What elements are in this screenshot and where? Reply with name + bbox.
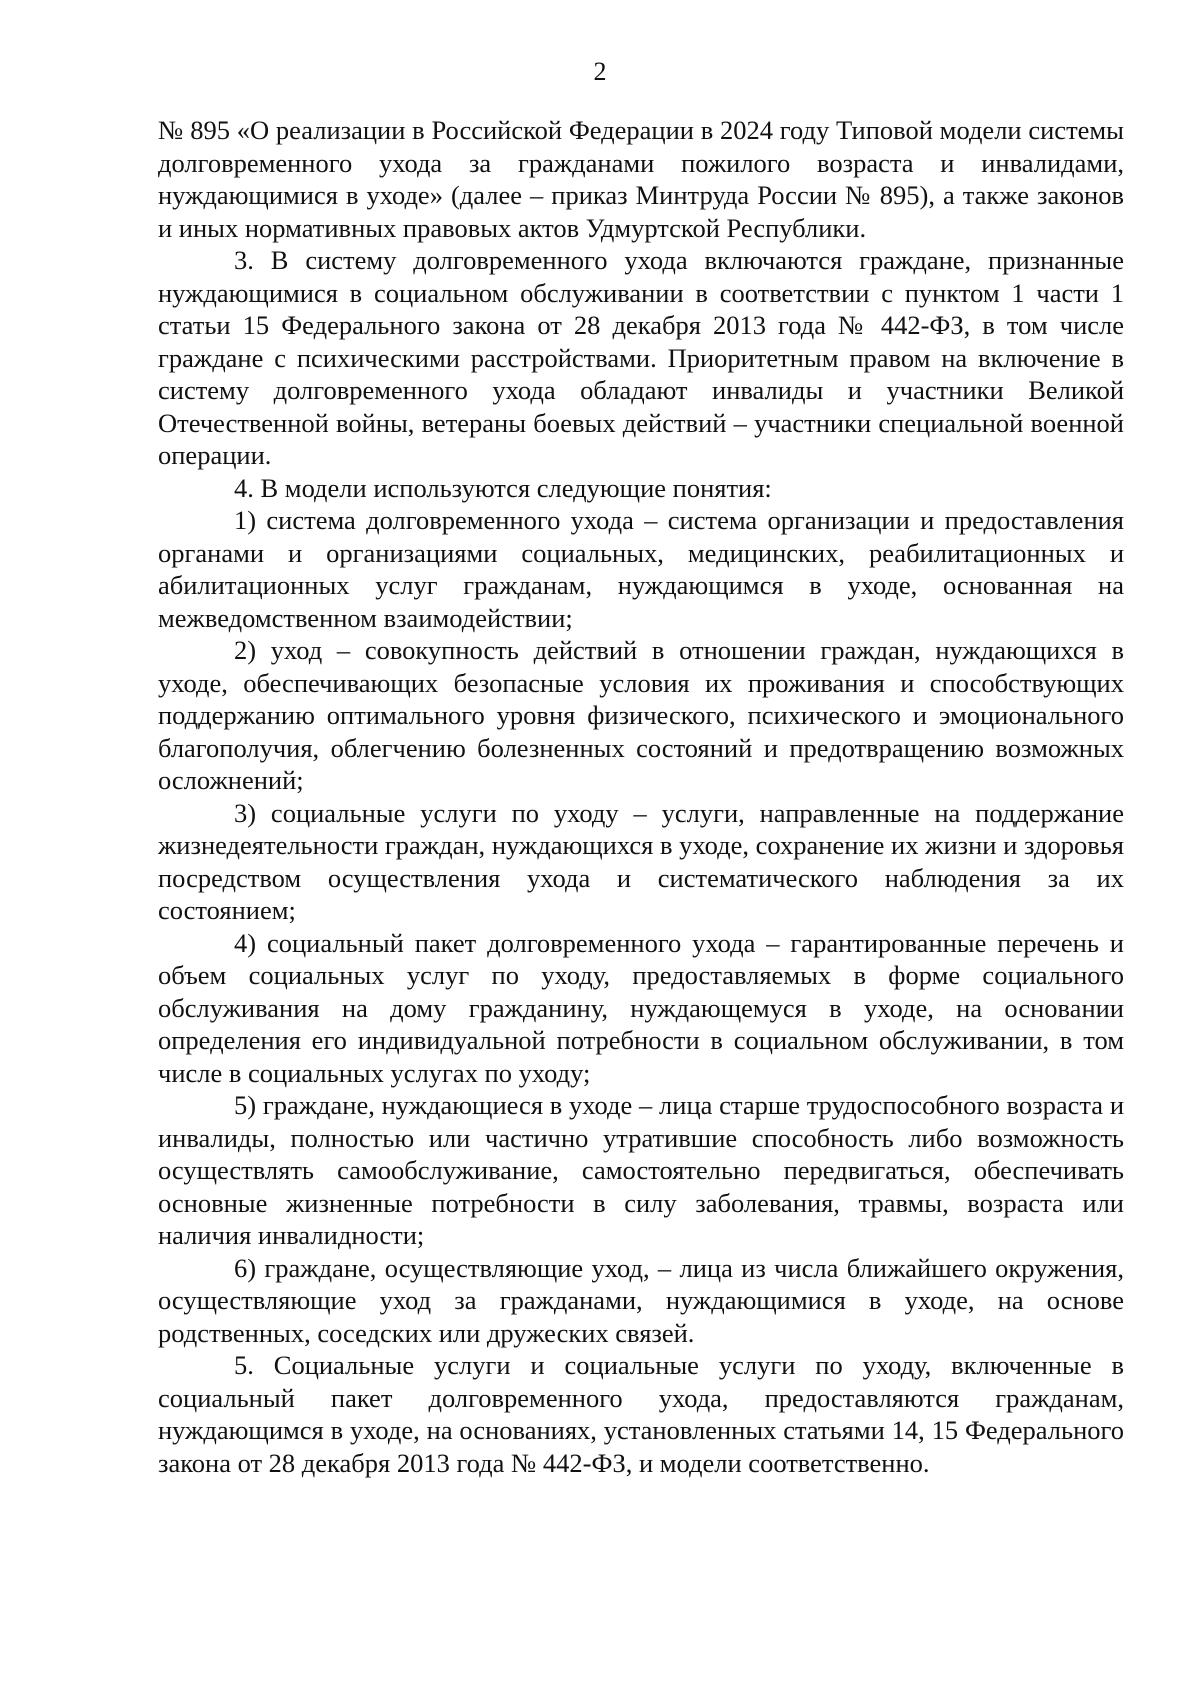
paragraph-1: № 895 «О реализации в Российской Федерации в 2024 году Типовой модели системы долговременного ухода за гражданами пожилого возраста и инвалидами, нуждающимися в уходе» (далее – приказ Минтруда России № 895), а также законов и иных нормативных правовых актов Удмуртской Республики. xyxy=(158,115,1124,243)
paragraph-4: 1) система долговременного ухода – система организации и предоставления органами и организациями социальных, медицинских, реабилитационных и абилитационных услуг гражданам, нуждающимся в уходе, основанная на межведомственном взаимодействии; xyxy=(158,505,1124,633)
paragraph-8: 5) граждане, нуждающиеся в уходе – лица старше трудоспособного возраста и инвалиды, полностью или частично утратившие способность либо возможность осуществлять самообслуживание, самостоятельно передвигаться, обеспечивать основные жизненные потребности в силу заболевания, травмы, возраста или наличия инвалидности; xyxy=(158,1090,1124,1250)
paragraph-2: 3. В систему долговременного ухода включаются граждане, признанные нуждающимися в социальном обслуживании в соответствии с пунктом 1 части 1 статьи 15 Федерального закона от 28 декабря 2013 года № 442-ФЗ, в том числе граждане с психическими расстройствами. Приоритетным правом на включение в систему долговременного ухода обладают инвалиды и участники Великой Отечественной войны, ветераны боевых действий – участники специальной военной операции. xyxy=(158,245,1124,470)
paragraph-7: 4) социальный пакет долговременного ухода – гарантированные перечень и объем социальных услуг по уходу, предоставляемых в форме социального обслуживания на дому гражданину, нуждающемуся в уходе, на основании определения его индивидуальной потребности в социальном обслуживании, в том числе в социальных услугах по уходу; xyxy=(158,927,1124,1088)
paragraph-9: 6) граждане, осуществляющие уход, – лица из числа ближайшего окружения, осуществляющие уход за гражданами, нуждающимися в уходе, на основе родственных, соседских или дружеских связей. xyxy=(158,1252,1124,1348)
paragraph-5: 2) уход – совокупность действий в отношении граждан, нуждающихся в уходе, обеспечивающих безопасные условия их проживания и способствующих поддержанию оптимального уровня физического, психического и эмоционального благополучия, облегчению болезненных состояний и предотвращению возможных осложнений; xyxy=(158,635,1124,795)
page-number: 2 xyxy=(593,57,607,86)
paragraph-3: 4. В модели используются следующие понятия: xyxy=(234,472,772,503)
paragraph-10: 5. Социальные услуги и социальные услуги по уходу, включенные в социальный пакет долговременного ухода, предоставляются гражданам, нуждающимся в уходе, на основаниях, установленных статьями 14, 15 Федерального закона от 28 декабря 2013 года № 442-ФЗ, и модели соответственно. xyxy=(158,1350,1124,1478)
document-body xyxy=(158,114,1124,1479)
paragraph-6: 3) социальные услуги по уходу – услуги, направленные на поддержание жизнедеятельности граждан, нуждающихся в уходе, сохранение их жизни и здоровья посредством осуществления ухода и систематического наблюдения за их состоянием; xyxy=(158,797,1124,925)
